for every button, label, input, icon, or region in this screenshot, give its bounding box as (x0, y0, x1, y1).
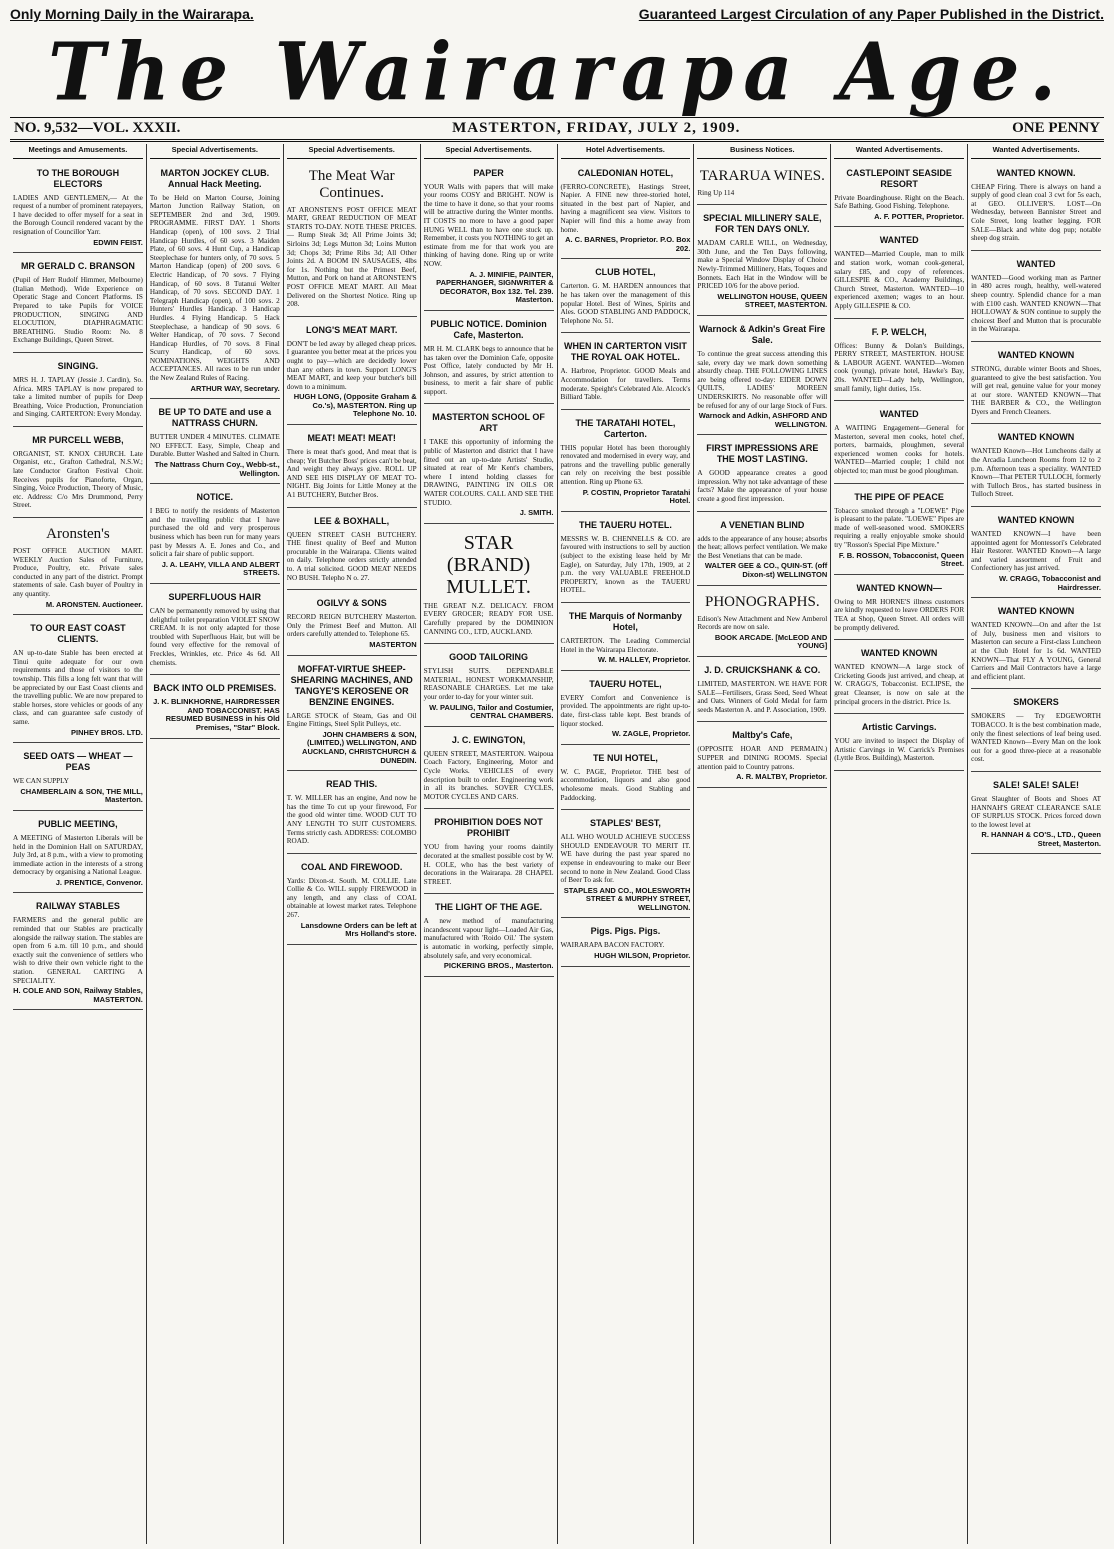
column-5 (558, 144, 695, 1544)
column-7 (831, 144, 968, 1544)
ad-signature: PINHEY BROS. LTD. (71, 727, 143, 737)
ad-title: NOTICE. (196, 492, 234, 503)
column-heading: Meetings and Amusements. (13, 144, 143, 159)
advertisement (697, 588, 827, 657)
ad-body: YOU are invited to inspect the Display of Artistic Carvings in W. Carrick's Premises (Lyttle Bros. Building), Masterton. (834, 737, 965, 763)
ad-title: THE TARATAHI HOTEL, Carterton. (575, 417, 676, 439)
ad-title: PROHIBITION DOES NOT PROHIBIT (434, 817, 543, 839)
dateline (10, 118, 1104, 142)
ad-body: A WAITING Engagement—General for Masterton, several men cooks, hotel chef, porters, barmaids, ploughmen, several experienced women cooks for hotels. WANTED—Married couple; I child not objected to; man must be good ploughman. (834, 424, 965, 476)
advertisement (971, 774, 1101, 855)
ad-body: THE GREAT N.Z. DELICACY. FROM EVERY GROCER; READY FOR USE. Carefully prepared by the DOMINION CANNING CO., LTD, AUCKLAND. (423, 601, 554, 636)
ad-title: WANTED KNOWN (997, 432, 1075, 443)
ad-body: WANTED Known—Hot Luncheons daily at the Arcadia Luncheon Rooms from 12 to 2 p.m. Afternoon teas a speciality. WANTED Known—That PETER TULLOCH, formerly with Tulloch Bros., has started business in Tulloch Street. (971, 447, 1101, 499)
advertisement (287, 658, 417, 772)
advertisement (424, 811, 554, 894)
ad-title: WANTED KNOWN (860, 648, 938, 659)
price: ONE PENNY (1012, 120, 1100, 136)
ad-title: SPECIAL MILLINERY SALE, FOR TEN DAYS ONLY. (703, 213, 822, 235)
ad-body: LIMITED, MASTERTON. WE HAVE FOR SALE—Fertilisers, Grass Seed, Seed Wheat and Oats. Winners of Gold Medal for farm seeds Masterton A. and P. Association, 1909. (697, 680, 828, 714)
advertisement (424, 646, 554, 727)
ad-body: MRS H. J. TAPLAY (Jessie J. Cardin), So. Africa. MRS TAPLAY is now prepared to take a limited number of pupils for Deep Breathing, Voice Production, Pronunciation and Singing. CARTERTON: Every Monday. (13, 375, 143, 419)
ad-signature: A. F. POTTER, Proprietor. (874, 211, 965, 221)
advertisement (287, 773, 417, 854)
ad-body: (OPPOSITE HOAR AND PERMAIN.) SUPPER and DINING ROOMS. Special attention paid to Country patrons. (697, 745, 828, 771)
ad-body: I TAKE this opportunity of informing the public of Masterton and district that I have fitted out an up-to-date Artists' Studio, situated at rear of Mr Kent's chambers, where I intend holding classes for DRAWING, PAINTING IN OILS OR WATER COLOURS. CALL AND SEE THE STUDIO. (423, 438, 554, 507)
ad-signature: J. A. LEAHY, VILLA AND ALBERT STREETS. (161, 559, 280, 578)
advertisement (424, 896, 554, 977)
ad-signature: R. HANNAH & CO'S., LTD., Queen Street, Masterton. (981, 830, 1101, 848)
ad-body: T. W. MILLER has an engine, And now he has the time To cut up your firewood, For the good old winter time. WOOD CUT TO ANY LENGTH TO SUIT CUSTOMERS. Terms strictly cash. ADDRESS: COLOMBO ROAD. (286, 794, 417, 846)
top-banner (10, 6, 1104, 26)
ad-body: WANTED KNOWN—On and after the 1st of July, business men and visitors to Masterton can secure a First-class Luncheon at the Club Hotel for 1s 6d. WANTED KNOWN—That FLY A YOUNG, General Carriers and Mail Contractors have a large and efficient plant. (971, 621, 1101, 681)
ad-title: THE TAUERU HOTEL. (579, 519, 672, 530)
ad-body: YOU from having your rooms daintily decorated at the smallest possible cost by W. H. COLE, who has the best variety of decorations in the Wairarapa. 28 CHAPEL STREET. (423, 843, 554, 886)
advertisement (287, 510, 417, 591)
ad-body: Great Slaughter of Boots and Shoes AT HANNAH'S GREAT CLEARANCE SALE OF SURPLUS STOCK. Prices forced down to the lowest level at (971, 794, 1101, 829)
advertisement (150, 677, 280, 738)
advertisement (971, 162, 1101, 251)
advertisement (561, 605, 691, 671)
advertisement (287, 592, 417, 655)
ad-signature: J. SMITH. (519, 508, 554, 518)
ad-body: There is meat that's good, And meat that is cheap; Yet Butcher Boss' prices can't be beat, And weight they always give. ROLL UP AND SEE HIS DISPLAY OF MEAT TO-NIGHT. Big Joints for Little Money at the A1 BUTCHERY, Butcher Bros. (286, 448, 417, 500)
ad-body: QUEEN STREET, MASTERTON. Waipoua Coach Factory, Engineering, Motor and Cycle Works. VEHICLES of every description built to order. Engineering work in all its branches. SOVER CYCLES, MOTOR CYCLES AND CARS. (423, 749, 554, 801)
ad-title: CLUB HOTEL, (595, 267, 656, 278)
advertisement (13, 255, 143, 353)
column-heading: Wanted Advertisements. (971, 144, 1101, 159)
ad-body: Offices: Bunny & Dolan's Buildings, PERRY STREET, MASTERTON. HOUSE & LABOUR AGENT. WANTED—Women cook (young), private hotel, Hawke's Bay, 20s. WANTED—Lady help, Wellington, small family, light duties, 15s. (834, 341, 965, 393)
ad-title: PUBLIC NOTICE. Dominion Cafe, Masterton. (430, 318, 547, 340)
ad-body: Tobacco smoked through a "LOEWE" Pipe is pleasant to the palate. "LOEWE" Pipes are made of well-seasoned wood. SMOKERS requiring a really enjoyable smoke should try "Rosson's Special Pipe Mixture." (834, 506, 965, 550)
advertisement (424, 313, 554, 405)
ad-title: The Meat War Continues. (308, 167, 395, 201)
ad-body: (Pupil of Herr Rudolf Himmer, Melbourne) (Italian Method). Wide Experience on Operatic Stage and Concert Platforms. IS Prepared to take Pupils for VOICE PRODUCTION, SINGING AND ELOCUTION, DIAPHRAGMATIC BREATHING. Studio Room: No. 8 Exchange Buildings, Queen Street. (13, 276, 143, 345)
column-heading: Special Advertisements. (150, 144, 280, 159)
advertisement (150, 486, 280, 584)
ad-title: Aronsten's (46, 526, 110, 543)
ad-title: Pigs. Pigs. Pigs. (590, 926, 661, 937)
advertisement (13, 429, 143, 518)
ad-title: MARTON JOCKEY CLUB. Annual Hack Meeting. (160, 167, 270, 189)
advertisement (13, 520, 143, 615)
ad-title: A VENETIAN BLIND (720, 519, 805, 530)
ad-title: WANTED KNOWN (997, 515, 1075, 526)
top-left-slogan: Only Morning Daily in the Wairarapa. (10, 6, 254, 22)
ad-body: FARMERS and the general public are reminded that our Stables are practically alongside the railway station. The stables are open from 6 a.m. till 10 p.m., and should exactly suit the convenience of settlers who wish to drive their own vehicle right to the station. GENERAL CARTING A SPECIALITY. (13, 916, 143, 985)
ad-title: THE LIGHT OF THE AGE. (434, 902, 543, 913)
ad-title: TARARUA WINES. (699, 167, 825, 184)
ad-title: STAR (BRAND) MULLET. (446, 531, 531, 598)
ad-body: Owing to MR HORNE'S illness customers are kindly requested to leave ORDERS FOR TEA at Shop, Queen Street. All orders will be promptly delivered. (834, 597, 965, 632)
ad-signature: Warnock and Adkin, ASHFORD AND WELLINGTON. (698, 411, 828, 429)
ad-body: A new method of manufacturing incandescent vapour light—Loaded Air Gas, manufactured with 'Roido Oil.' The system is automatic in working, perfectly simple, absolutely safe, and very economical. (423, 917, 554, 960)
ad-body: LADIES AND GENTLEMEN,— At the request of a number of prominent ratepayers, I have decided to offer myself for a seat in the Borough Council rendered vacant by the resignation of Councillor Yarr. (13, 193, 143, 236)
ad-body: To be Held on Marton Course, Joining Marton Junction Railway Station, on SEPTEMBER 2nd and 3rd, 1909. PROGRAMME. FIRST DAY. 1 Shorts Handicap (open), of 100 sovs. 2 Trial Handicap Hurdles, of 60 sovs. 3 Maiden Plate, of 60 sovs. 4 Hunt Cup, a Handicap Steeplechase for hunters only, of 70 sovs. 5 Marton Handicap (open) of 200 sovs. 6 Electric Handicap, of 70 sovs. 7 Flying Handicap, of 60 sovs. 8 Tutanui Welter Handicap, of 70 sovs. SECOND DAY. 1 Telegraph Handicap (open), of 100 sovs. 2 Hunters' Hurdles Handicap. 3 Handicap Hurdles. 4 Flying Handicap. 5 Hack Steeplechase, a handicap of 90 sovs. 6 Welter Handicap, of 70 sovs. 7 Second Handicap Hurdles, of 70 sovs. 8 Final Scurry Handicap, of 60 sovs. NOMINATIONS, WEIGHTS AND ACCEPTANCES. All races to be run under the New Zealand Rules of Racing. (149, 193, 280, 383)
advertisement (150, 401, 280, 484)
ad-body: W. C. PAGE, Proprietor. THE best of accommodation, liquors and also good wholesome meals. Good Stabling and Paddocking. (560, 767, 691, 802)
advertisement (13, 895, 143, 1010)
ad-body: SMOKERS — Try EDGEWORTH TOBACCO. It is the best combination made, only the finest selections of leaf being used. WANTED Known—Every Man on the look out for a good three-piece at a reasonable cost. (971, 712, 1101, 764)
advertisement (561, 920, 691, 966)
advertisement (834, 403, 964, 484)
ad-body: A GOOD appearance creates a good impression. Why not take advantage of these facts? Make the appearance of your house create a good first impression. (697, 469, 828, 504)
advertisement (561, 261, 691, 333)
ad-title: Artistic Carvings. (861, 722, 937, 733)
advertisement (697, 514, 827, 586)
ad-title: CASTLEPOINT SEASIDE RESORT (846, 167, 952, 189)
ad-signature: P. COSTIN, Proprietor Taratahi Hotel. (582, 487, 691, 506)
column-heading: Special Advertisements. (424, 144, 554, 159)
advertisement (561, 412, 691, 512)
column-4 (421, 144, 558, 1544)
ad-signature: M. ARONSTEN. Auctioneer. (45, 599, 143, 609)
ad-title: PHONOGRAPHS. (705, 593, 820, 610)
column-1 (10, 144, 147, 1544)
ad-body: DON'T be led away by alleged cheap prices. I guarantee you better meat at the prices you ought to pay—which are decidedly lower than any others in town. Support LONG'S MEAT MART, and keep your butcher's bill down to a minimum. (286, 339, 417, 391)
ad-body: Yards: Dixon-st. South. M. COLLIE. Late Collie & Co. WILL supply FIREWOOD in any length, and any class of COAL obtainable at lowest market rates. Telephone 267. (286, 876, 417, 920)
newspaper-title: The Wairarapa Age. (48, 24, 1066, 119)
ad-title: BE UP TO DATE and use a NATTRASS CHURN. (158, 407, 272, 429)
ad-signature: F. B. ROSSON, Tobacconist, Queen Street. (838, 550, 965, 569)
ad-signature: A. J. MINIFIE, PAINTER, PAPERHANGER, SIGNWRITER & DECORATOR, Box 132. Tel. 239. Masterton. (436, 269, 554, 305)
advertisement (13, 745, 143, 811)
advertisement (834, 577, 964, 640)
advertisement (561, 335, 691, 409)
ad-title: COAL AND FIREWOOD. (300, 861, 403, 872)
ad-body: adds to the appearance of any house; absorbs the heat; allows perfect ventilation. We make the Best Venetians that can be made. (697, 534, 828, 560)
advertisement (561, 812, 691, 918)
ad-title: MOFFAT-VIRTUE SHEEP-SHEARING MACHINES, AND TANGYE'S KEROSENE OR BENZINE ENGINES. (290, 663, 413, 707)
ad-body: MR H. M. CLARK begs to announce that he has taken over the Dominion Cafe, opposite Post Office, lately conducted by Mr H. Johnson, and assures, by strict attention to business, to merit a fair share of public support. (423, 344, 554, 396)
ad-title: TO THE BOROUGH ELECTORS (36, 167, 120, 189)
advertisement (971, 253, 1101, 342)
ad-signature: ARTHUR WAY, Secretary. (190, 383, 280, 393)
ad-signature: H. COLE AND SON, Railway Stables, MASTERTON. (13, 986, 143, 1004)
ad-body: RECORD REIGN BUTCHERY Masterton. Only the Primest Beef and Mutton. All orders carefully attended to. Telephone 65. (286, 613, 417, 639)
ad-signature: STAPLES AND CO., MOLESWORTH STREET & MURPHY STREET, WELLINGTON. (563, 885, 691, 912)
ad-title: LONG'S MEAT MART. (305, 324, 398, 335)
ad-title: OGILVY & SONS (316, 598, 387, 609)
ad-body: Ring Up 114 (697, 188, 735, 197)
ad-body: MADAM CARLE WILL, on Wednesday, 30th June, and the Ten Days following, make a Special Window Display of Choice Newly-Trimmed Millinery, Hats, Toques and Bonnets. Each Hat in the Window will be PRICED 10/6 for the above period. (697, 239, 828, 291)
ad-signature: JOHN CHAMBERS & SON, (LIMITED,) WELLINGTON, AND AUCKLAND, CHRISTCHURCH & DUNEDIN. (302, 729, 417, 765)
advertisement (561, 747, 691, 810)
advertisement (834, 321, 964, 402)
ad-body: WANTED KNOWN—A large stock of Cricketing Goods just arrived, and cheap, at W. CRAGG'S, Tobacconist. ECLIPSE, the great Cleanser, is now on sale at the principal grocers in the district. Price 1s. (834, 663, 965, 706)
ad-body: WANTED—Good working man as Partner in 480 acres rough, healthy, well-watered sheep country. Splendid chance for a man with £100 cash. WANTED KNOWN—That HOLLOWAY & SON continue to supply the choicest Beef and Mutton that is procurable in the Wairarapa. (971, 273, 1101, 334)
ad-body: THIS popular Hotel has been thoroughly renovated and modernised in every way, and patrons and the travelling public generally can rely on receiving the best possible attention. Ring up Phone 63. (560, 443, 691, 487)
ad-title: SMOKERS (1013, 697, 1059, 708)
ad-title: CALEDONIAN HOTEL, (577, 167, 674, 178)
advertisement (971, 426, 1101, 507)
ad-title: MEAT! MEAT! MEAT! (307, 433, 396, 444)
ad-body: STRONG, durable winter Boots and Shoes, guaranteed to give the best satisfaction. You will get real, genuine value for your money at our store. WANTED KNOWN—That THE BARBER & CO., the Wellington Dyers and French Cleaners. (971, 364, 1101, 416)
ad-title: PUBLIC MEETING, (38, 818, 118, 829)
advertisement (971, 509, 1101, 598)
advertisement (150, 586, 280, 675)
top-right-slogan: Guaranteed Largest Circulation of any Paper Published in the District. (638, 6, 1104, 22)
ad-signature: WELLINGTON HOUSE, QUEEN STREET, MASTERTON. (717, 291, 828, 310)
ad-title: MR PURCELL WEBB, (32, 434, 124, 445)
issue-date: MASTERTON, FRIDAY, JULY 2, 1909. (452, 120, 741, 136)
ad-body: Private Boardinghouse. Right on the Beach. Safe Bathing. Good Fishing. Telephone. (834, 193, 965, 211)
ad-title: MASTERTON SCHOOL OF ART (432, 412, 545, 434)
ad-body: I BEG to notify the residents of Masterton and the travelling public that I have purchased the old and very prosperous business which has been run for many years past by Messrs A. E. Jones and Co., and solicit a fair share of public support. (149, 507, 280, 559)
advertisement (697, 437, 827, 511)
advertisement (150, 162, 280, 400)
ad-body: QUEEN STREET CASH BUTCHERY. THE finest quality of Beef and Mutton procurable in the Wairarapa. Clients waited on daily. Telephone orders strictly attended to. A trial solicited. GOOD MEAT NEEDS NO BUSH. Telepho N o. 27. (286, 530, 417, 582)
ad-title: TAUERU HOTEL, (589, 678, 662, 689)
ad-title: STAPLES' BEST, (589, 818, 661, 829)
ad-title: TE NUI HOTEL, (592, 752, 658, 763)
ad-title: BACK INTO OLD PREMISES. (153, 683, 277, 694)
ad-title: WANTED (879, 409, 919, 420)
ad-signature: A. C. BARNES, Proprietor. P.O. Box 202. (565, 235, 691, 253)
ad-signature: MASTERTON (369, 639, 417, 649)
ad-title: SALE! SALE! SALE! (993, 779, 1080, 790)
ad-title: WANTED (879, 235, 919, 246)
advertisement (834, 716, 964, 771)
ad-signature: W. M. HALLEY, Proprietor. (597, 655, 691, 665)
ad-body: AN up-to-date Stable has been erected at Tinui quite adequate for our own requirements and those of visitors to the township. This fills a long felt want that will be appreciated by our East Coast clients and the travelling public. We are now prepared to stable horses, store vehicles or goods of any class, and can guarantee safe custody of same. (13, 649, 143, 726)
ad-title: WANTED KNOWN (997, 606, 1075, 617)
ad-title: MR GERALD C. BRANSON (20, 261, 135, 272)
ad-title: THE PIPE OF PEACE (854, 491, 944, 502)
ad-signature: Lansdowne Orders can be left at Mrs Holland's store. (300, 920, 417, 939)
advertisement (834, 486, 964, 575)
ad-signature: HUGH WILSON, Proprietor. (594, 951, 691, 961)
advertisement (834, 162, 964, 228)
advertisement (561, 673, 691, 745)
ad-title: PAPER (473, 167, 504, 178)
advertisement (697, 318, 827, 435)
ad-body: BUTTER UNDER 4 MINUTES. CLIMATE NO EFFECT. Easy, Simple, Cheap and Durable. Butter Washed and Salted in Churn. (149, 433, 280, 459)
ad-body: ALL WHO WOULD ACHIEVE SUCCESS SHOULD ENDEAVOUR TO MERIT IT. WE have during the past year spared no expense in endeavouring to make our Beer second to none in New Zealand. Good Class of Beer To ask for. (560, 833, 691, 885)
ad-title: LEE & BOXHALL, (314, 515, 390, 526)
ad-title: TO OUR EAST COAST CLIENTS. (30, 623, 126, 645)
ad-title: FIRST IMPRESSIONS ARE THE MOST LASTING. (706, 443, 819, 465)
advertisement (834, 229, 964, 318)
ad-signature: CHAMBERLAIN & SON, THE MILL, Masterton. (20, 786, 143, 805)
ad-signature: PICKERING BROS., Masterton. (443, 961, 554, 971)
ad-body: ORGANIST, ST. KNOX CHURCH. Late Organist, etc., Grafton Cathedral, N.S.W.; late Conductor Grafton Festival Choir. Receives pupils for Pianoforte, Organ, Singing, Voice Production, Theory of Music, etc. Address: C/o Mrs Drummond, Perry Street. (13, 449, 143, 510)
ad-body: CHEAP Firing. There is always on hand a supply of good clean coal 3 cwt for 5s each, at GEO. OLLIVER'S. LOST—On Wednesday, between Bannister Street and Cole Street, long leather legging. FOR SALE—Black and white dog pup; notable sheep dog strain. (971, 182, 1101, 243)
ad-body: CAN be permanently removed by using that delightful toilet preparation VIOLET SNOW CREAM. It is not only adapted for those troubled with Superfluous Hair, but will be found very effective for the removal of Freckles, Wrinkles, etc. Price 4s 6d. All chemists. (149, 606, 280, 667)
ad-body: AT ARONSTEN'S POST OFFICE MEAT MART, GREAT REDUCTION OF MEAT STARTS TO-DAY. NOTE THESE PRICES.— Rump Steak 3d; All Prime Joints 3d; Sirloins 3d; Legs Mutton 3d; Loins Mutton 3d; Chops 3d; Prime Ribs 3d; All Other Joints 2d. A BOOM IN SAUSAGES, 4lbs for 1s. Nothing but the Primest Beef, Mutton, and Pork on hand at ARONSTEN'S POST OFFICE MEAT MART. All Meat Delivered on the Shortest Notice. Ring up 208. (286, 205, 417, 309)
column-heading: Business Notices. (697, 144, 827, 159)
advertisement (424, 406, 554, 523)
ad-title: WANTED KNOWN. (996, 167, 1076, 178)
ad-body: A MEETING of Masterton Liberals will be held in the Dominion Hall on SATURDAY, July 3rd, at 8 p.m., with a view to promoting immediate action in the interests of a strong democracy by organising a National League. (13, 833, 143, 877)
ad-body: Carterton. G. M. HARDEN announces that he has taken over the management of this popular Hotel. Best of Wines, Spirits and Ales. GOOD STABLING AND PADDOCK, Telephone No. 51. (560, 282, 691, 325)
ad-title: Warnock & Adkin's Great Fire Sale. (699, 323, 826, 345)
ad-title: SUPERFLUOUS HAIR (168, 591, 262, 602)
column-6 (694, 144, 831, 1544)
advertisement (834, 642, 964, 714)
ad-body: YOUR Walls with papers that will make your rooms COSY and BRIGHT. NOW is the time to have it done, so that your rooms will be attractive during the Winter months. IT COSTS no more to have a good paper HUNG WELL than to have one stuck up. Remember, it costs you NOTHING to get an estimate from me for that work you are thinking of having done. Ring up or write NOW. (423, 182, 554, 268)
advertisement (424, 526, 554, 644)
ad-title: Maltby's Cafe, (732, 730, 793, 741)
advertisement (13, 162, 143, 254)
ad-body: To continue the great success attending this sale, every day we mark down something absurdly cheap. THE FOLLOWING LINES are being offered to-day: EIDER DOWN QUILTS, LADIES' MOREEN UNDERSKIRTS. No reasonable offer will be refused for any of our large Stock of Furs. (697, 349, 828, 410)
advertisement (13, 813, 143, 894)
ad-body: EVERY Comfort and Convenience is provided. The appointments are right up-to-date, first-class table kept. Best brands of liquor stocked. (560, 693, 691, 728)
ad-body: POST OFFICE AUCTION MART. WEEKLY Auction Sales of Furniture, Produce, Poultry, etc. Private sales conducted in any part of the district. Prompt statements of sale. Cash buyer of Poultry in any quantity. (13, 547, 143, 598)
ad-body: WE CAN SUPPLY (13, 777, 69, 786)
ad-signature: A. R. MALTBY, Proprietor. (736, 772, 828, 782)
ad-title: READ THIS. (326, 779, 378, 790)
ad-title: THE Marquis of Normanby Hotel, (568, 611, 682, 632)
ad-signature: EDWIN FEIST. (93, 237, 143, 247)
ad-title: WANTED KNOWN (997, 349, 1075, 360)
ad-signature: BOOK ARCADE. [McLEOD AND YOUNG] (714, 632, 828, 651)
advertisement (971, 600, 1101, 689)
advertisement (287, 319, 417, 425)
ad-title: J. C. EWINGTON, (451, 734, 526, 745)
column-2 (147, 144, 284, 1544)
ad-title: WHEN IN CARTERTON VISIT THE ROYAL OAK HOTEL. (564, 341, 687, 363)
columns (10, 144, 1104, 1544)
masthead (10, 26, 1104, 118)
ad-signature: J. PRENTICE, Convenor. (55, 877, 143, 887)
advertisement (697, 724, 827, 787)
advertisement (287, 856, 417, 945)
ad-title: WANTED (1016, 258, 1056, 269)
ad-body: WANTED—Married Couple, man to milk and station work, woman cook-general, salary £85, and copy of references. GILLESPIE & CO., Academy Buildings, Church Street, Masterton. WANTED—10 experienced axemen; wages to an hour. Apply GILLESPIE & CO. (834, 250, 965, 310)
ad-title: SEED OATS — WHEAT — PEAS (23, 751, 133, 773)
advertisement (287, 162, 417, 317)
advertisement (697, 207, 827, 316)
ad-title: GOOD TAILORING (449, 652, 528, 663)
advertisement (697, 659, 827, 722)
ad-title: WANTED KNOWN— (856, 582, 942, 593)
ad-title: SINGING. (57, 360, 99, 371)
advertisement (971, 344, 1101, 425)
ad-signature: W. CRAGG, Tobacconist and Hairdresser. (999, 574, 1101, 592)
ad-title: F. P. WELCH, (871, 326, 927, 337)
advertisement (424, 729, 554, 810)
ad-body: MESSRS W. B. CHENNELLS & CO. are favoured with instructions to sell by auction (subject to the existing lease held by Mr Eagle), on Saturday, July 17th, 1909, at 2 p.m. the very VALUABLE FREEHOLD PROPERTY, known as the TAUERU HOTEL. (560, 534, 691, 595)
column-3 (284, 144, 421, 1544)
ad-body: STYLISH SUITS. DEPENDABLE MATERIAL, HONEST WORKMANSHIP, REASONABLE CHARGES. Let me take your order to-day for your winter suit. (423, 667, 554, 701)
ad-signature: W. ZAGLE, Proprietor. (612, 729, 691, 739)
ad-signature: WALTER GEE & CO., QUIN-ST. (off Dixon-st) WELLINGTON (704, 561, 828, 580)
ad-title: RAILWAY STABLES (36, 901, 120, 912)
column-heading: Hotel Advertisements. (561, 144, 691, 159)
ad-body: A. Harbroe, Proprietor. GOOD Meals and Accommodation for travellers. Terms moderate. Speight's Celebrated Ale. Alcock's Billiard Table. (560, 367, 691, 402)
advertisement (287, 427, 417, 508)
advertisement (971, 691, 1101, 772)
advertisement (561, 514, 691, 603)
ad-body: CARTERTON. The Leading Commercial Hotel in the Wairarapa Electorate. (560, 637, 691, 654)
ad-body: WANTED KNOWN—I have been appointed agent for Montessori's Celebrated Hair Restorer. WANTED Known—A large and varied assortment of Fruit and Confectionery has just arrived. (971, 530, 1101, 573)
ad-body: LARGE STOCK of Steam, Gas and Oil Engine Fittings, Steel Split Pulleys, etc. (286, 711, 417, 729)
column-heading: Special Advertisements. (287, 144, 417, 159)
ad-signature: The Nattrass Churn Coy., Webb-st., Wellington. (154, 460, 280, 478)
ad-body: WAIRARAPA BACON FACTORY. (560, 941, 665, 950)
column-8 (968, 144, 1104, 1544)
ad-body: Edison's New Attachment and New Amberol Records are now on sale. (697, 614, 828, 632)
advertisement (13, 617, 143, 743)
column-heading: Wanted Advertisements. (834, 144, 964, 159)
advertisement (13, 355, 143, 427)
advertisement (697, 162, 827, 206)
ad-signature: W. PAULING, Tailor and Costumier, CENTRAL CHAMBERS. (429, 702, 554, 721)
ad-body: (FERRO-CONCRETE), Hastings Street, Napier. A FINE new three-storied hotel, situated in the best part of Napier, and having a magnificent sea view. Visitors to Napier will find this a home away from home. (560, 182, 691, 234)
ad-signature: HUGH LONG, (Opposite Graham & Co.'s), MASTERTON. Ring up Telephone No. 10. (293, 392, 417, 419)
ad-signature: J. K. BLINKHORNE, HAIRDRESSER AND TOBACCONIST. HAS RESUMED BUSINESS in his Old Premises, "Star" Block. (153, 697, 280, 732)
issue-number: NO. 9,532—VOL. XXXII. (14, 120, 181, 136)
advertisement (424, 162, 554, 311)
advertisement (561, 162, 691, 260)
ad-title: J. D. CRUICKSHANK & CO. (704, 665, 821, 675)
